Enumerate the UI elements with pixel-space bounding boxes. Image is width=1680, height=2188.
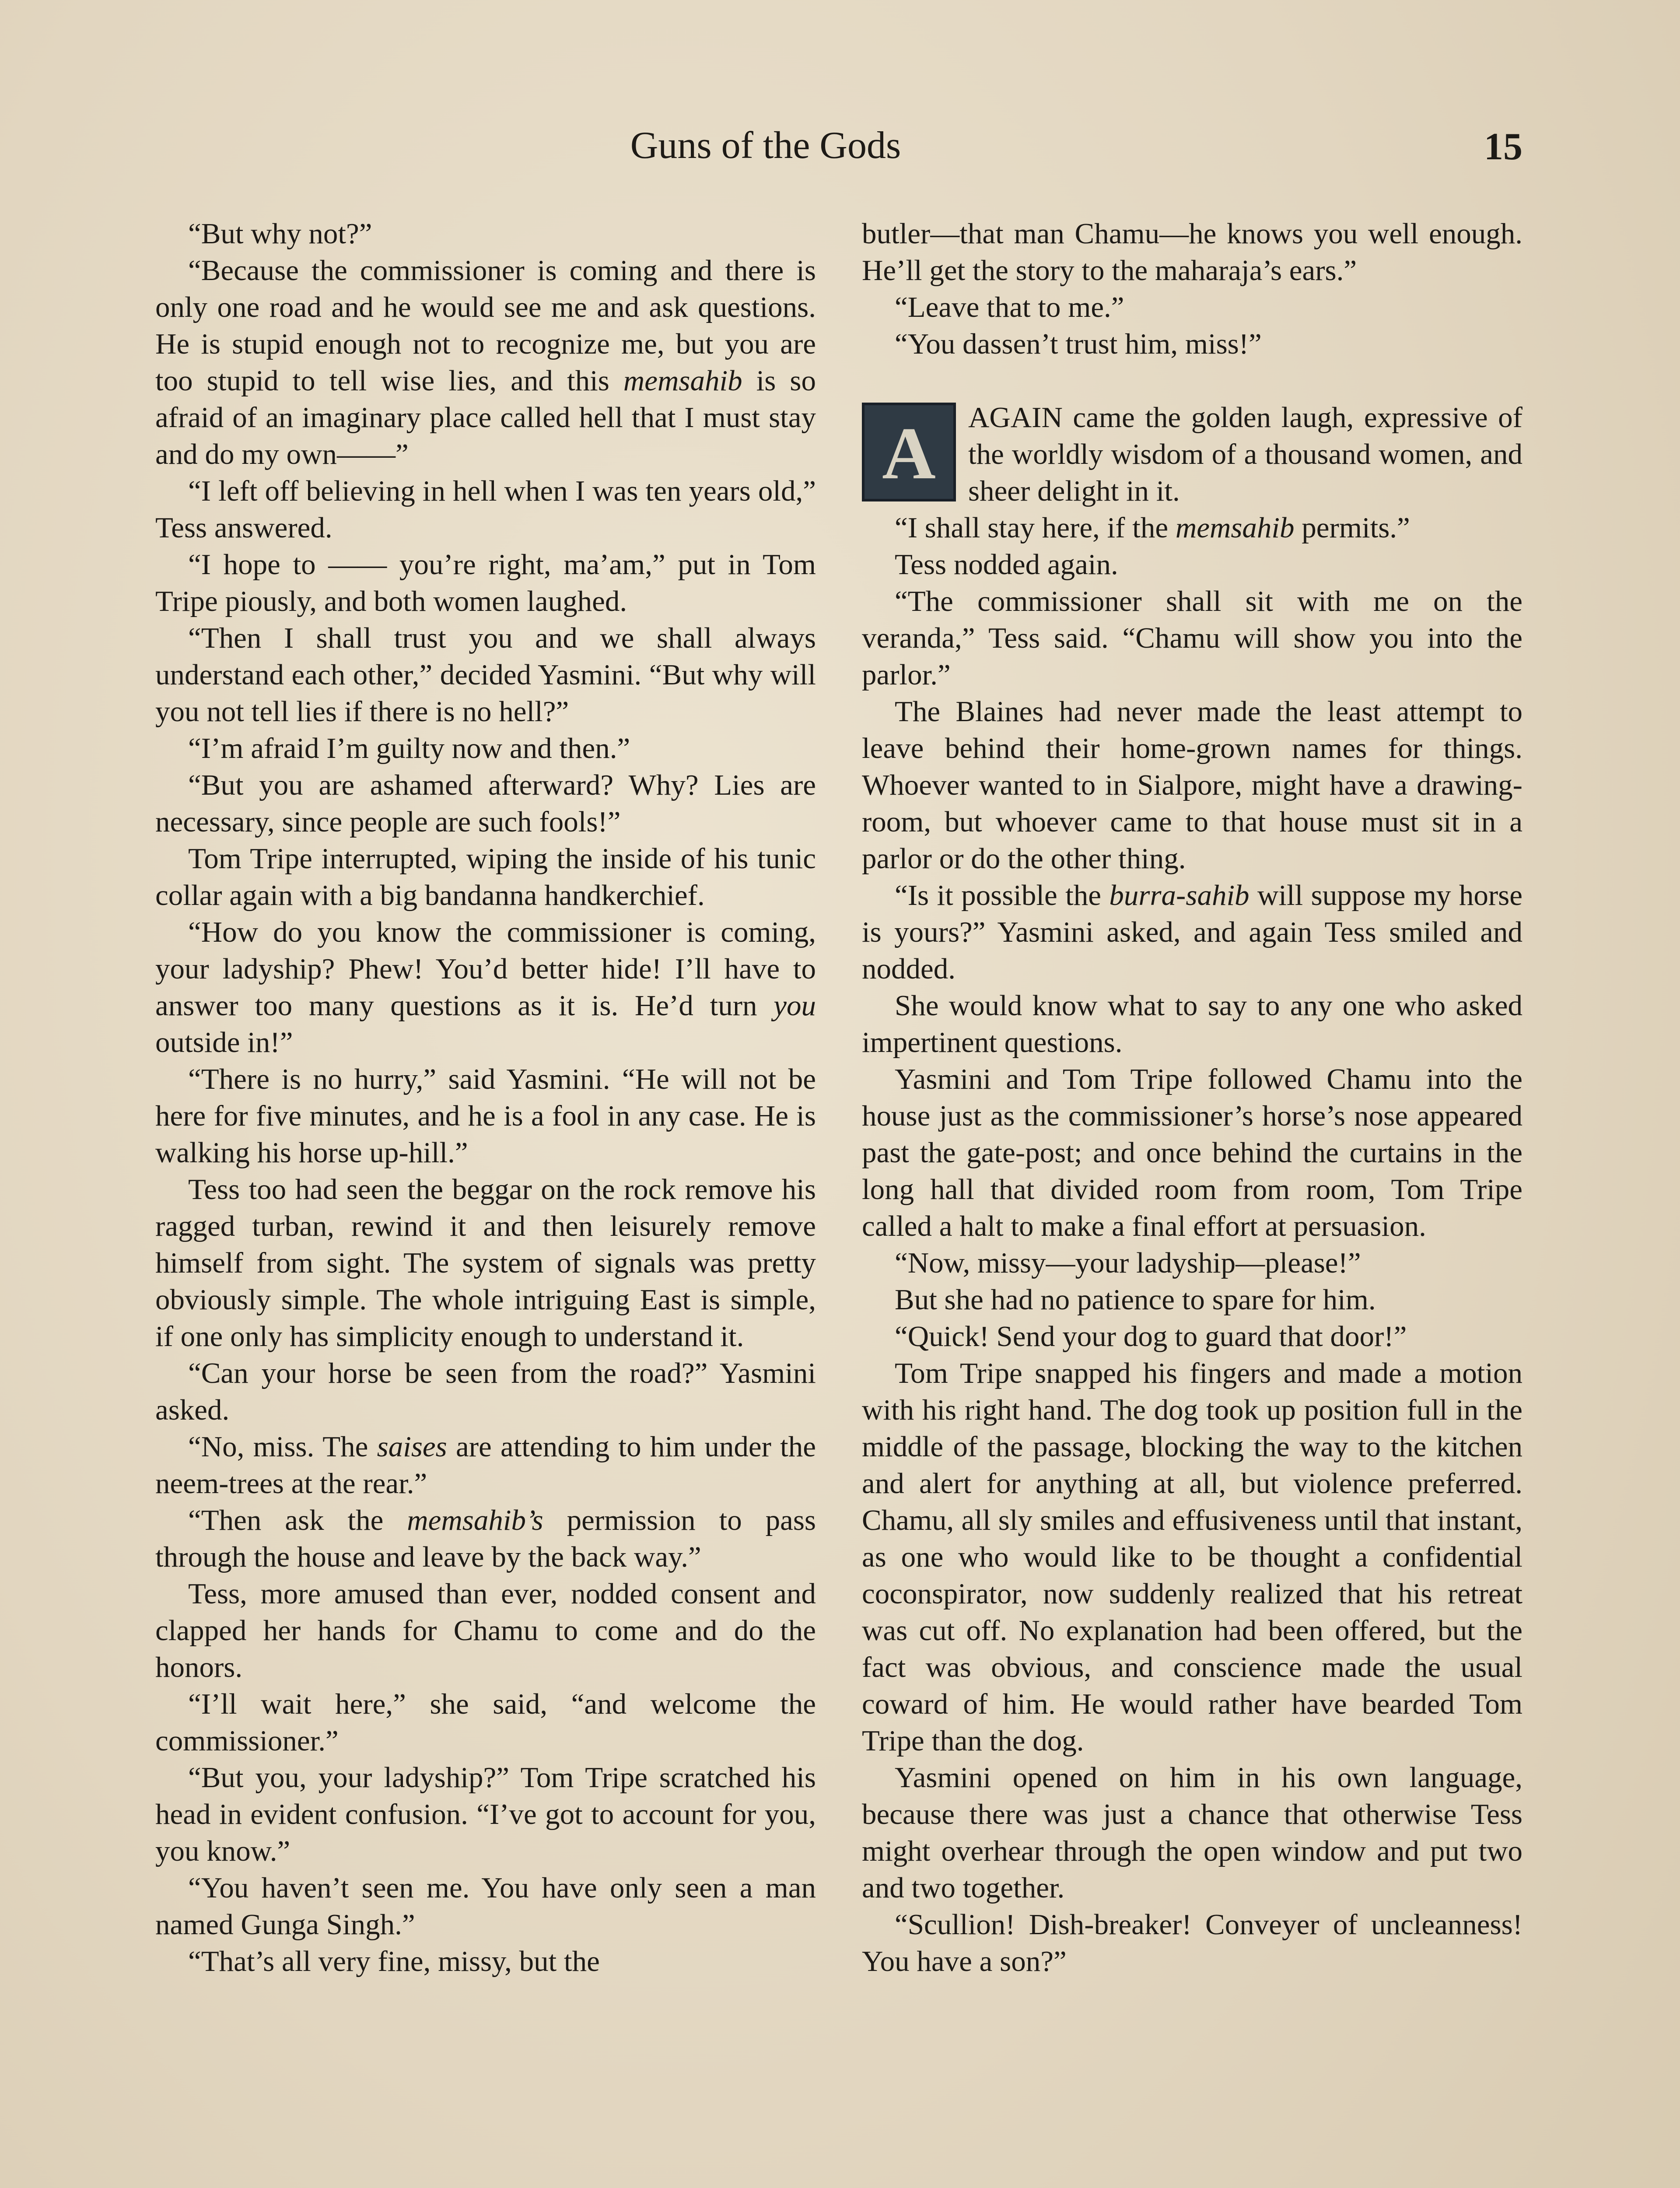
paragraph bbox=[155, 473, 816, 546]
text-run: “Now, missy—your ladyship—please!” bbox=[895, 1247, 1361, 1279]
paragraph bbox=[155, 1428, 816, 1502]
paragraph bbox=[155, 914, 816, 1061]
paragraph bbox=[155, 1759, 816, 1869]
text-run: “Quick! Send your dog to guard that door!” bbox=[895, 1320, 1407, 1353]
paragraph bbox=[155, 1686, 816, 1759]
text-run: “Is it possible the bbox=[895, 879, 1110, 912]
paragraph bbox=[862, 693, 1522, 877]
paragraph bbox=[862, 399, 1522, 509]
text-run: butler—that man Chamu—he knows you well enough. He’ll get the story to the maharaja’s ears.” bbox=[862, 217, 1522, 287]
paragraph bbox=[862, 1355, 1522, 1759]
text-run: “Then ask the bbox=[188, 1504, 407, 1536]
page-number: 15 bbox=[1484, 126, 1522, 168]
drop-cap-letter: A bbox=[882, 412, 936, 494]
running-title: Guns of the Gods bbox=[630, 124, 901, 167]
paragraph bbox=[155, 730, 816, 767]
text-run: “I’ll wait here,” she said, “and welcome the commissioner.” bbox=[155, 1688, 816, 1757]
text-run: “But you, your ladyship?” Tom Tripe scratched his head in evident confusion. “I’ve got to account for you, you know.” bbox=[155, 1761, 816, 1867]
text-run: will suppose my horse is yours?” Yasmini asked, and again Tess smiled and nodded. bbox=[862, 879, 1522, 985]
text-run: “That’s all very fine, missy, but the bbox=[188, 1945, 600, 1978]
text-run: “Because the commissioner is coming and there is only one road and he would see me and ask questions. He is stupid enough not to recognize me, but you are too stupid to tell wise lies, and this bbox=[155, 254, 816, 397]
text-run: “Then I shall trust you and we shall always understand each other,” decided Yasmini. “But why will you not tell lies if there is no hell?” bbox=[155, 622, 816, 728]
text-run: “Can your horse be seen from the road?” Yasmini asked. bbox=[155, 1357, 816, 1426]
right-column bbox=[862, 215, 1522, 1980]
paragraph bbox=[155, 1869, 816, 1943]
text-run: “But why not?” bbox=[188, 217, 372, 250]
paragraph bbox=[155, 215, 816, 252]
text-run: “You dassen’t trust him, miss!” bbox=[895, 328, 1262, 360]
text-run: outside in!” bbox=[155, 1026, 293, 1059]
text-run: Tess, more amused than ever, nodded consent and clapped her hands for Chamu to come and do the honors. bbox=[155, 1578, 816, 1683]
text-run: is so afraid of an imaginary place called hell that I must stay and do my own——” bbox=[155, 365, 816, 470]
italic-text: saises bbox=[377, 1431, 447, 1463]
paragraph bbox=[155, 1502, 816, 1575]
paragraph bbox=[155, 1575, 816, 1686]
paragraph bbox=[862, 1281, 1522, 1318]
paragraph bbox=[862, 1759, 1522, 1906]
paragraph bbox=[862, 546, 1522, 583]
text-run: Yasmini and Tom Tripe followed Chamu into the house just as the commissioner’s horse’s nose appeared past the gate-post; and once behind the curtains in the long hall that divided room from room, Tom Tripe called a halt to make a final effort at persuasion. bbox=[862, 1063, 1522, 1242]
text-run: “You haven’t seen me. You have only seen a man named Gunga Singh.” bbox=[155, 1872, 816, 1941]
paragraph bbox=[155, 252, 816, 473]
paragraph bbox=[862, 1906, 1522, 1980]
paragraph bbox=[862, 289, 1522, 326]
italic-text: you bbox=[774, 989, 816, 1022]
italic-text: memsahib bbox=[1175, 512, 1295, 544]
left-column bbox=[155, 215, 816, 1980]
drop-cap-ornament bbox=[862, 403, 956, 501]
paragraph bbox=[155, 1943, 816, 1980]
text-run: “But you are ashamed afterward? Why? Lies are necessary, since people are such fools!” bbox=[155, 769, 816, 838]
text-run: But she had no patience to spare for him. bbox=[895, 1283, 1376, 1316]
text-run: Yasmini opened on him in his own language, because there was just a chance that otherwise Tess might overhear through the open window and put two and two together. bbox=[862, 1761, 1522, 1904]
text-run: “I hope to —— you’re right, ma’am,” put in Tom Tripe piously, and both women laughed. bbox=[155, 548, 816, 617]
text-run: Tess too had seen the beggar on the rock remove his ragged turban, rewind it and then leisurely remove himself from sight. The system of signals was pretty obviously simple. The whole intriguing East is simple, if one only has simplicity enough to understand it. bbox=[155, 1173, 816, 1353]
text-run: are attending to him under the neem-trees at the rear.” bbox=[155, 1431, 816, 1500]
text-run: Tom Tripe interrupted, wiping the inside of his tunic collar again with a big bandanna handkerchief. bbox=[155, 842, 816, 912]
text-run: “I shall stay here, if the bbox=[895, 512, 1176, 544]
text-run: permits.” bbox=[1294, 512, 1410, 544]
text-run: Tess nodded again. bbox=[895, 548, 1118, 581]
paragraph bbox=[862, 326, 1522, 362]
paragraph bbox=[862, 877, 1522, 987]
paragraph bbox=[862, 1245, 1522, 1281]
text-run: AGAIN came the golden laugh, expressive of the worldly wisdom of a thousand women, and sheer delight in it. bbox=[968, 401, 1522, 507]
italic-text: memsahib bbox=[623, 365, 742, 397]
text-run: “The commissioner shall sit with me on the veranda,” Tess said. “Chamu will show you into the parlor.” bbox=[862, 585, 1522, 691]
text-run: “How do you know the commissioner is coming, your ladyship? Phew! You’d better hide! I’ll have to answer too many questions as it is. He’d turn bbox=[155, 916, 816, 1022]
text-run: “There is no hurry,” said Yasmini. “He will not be here for five minutes, and he is a fool in any case. He is walking his horse up-hill.” bbox=[155, 1063, 816, 1169]
text-run: Tom Tripe snapped his fingers and made a motion with his right hand. The dog took up position full in the middle of the passage, blocking the way to the kitchen and alert for anything at all, but violence preferred. Chamu, all sly smiles and effusiveness until that instant, as one who would like to be thought a confidential coconspirator, now suddenly realized that his retreat was cut off. No explanation had been offered, but the fact was obvious, and conscience made the usual coward of him. He would rather have bearded Tom Tripe than the dog. bbox=[862, 1357, 1522, 1757]
paragraph bbox=[155, 767, 816, 840]
paragraph bbox=[155, 1171, 816, 1355]
italic-text: memsahib’s bbox=[407, 1504, 543, 1536]
paragraph bbox=[862, 583, 1522, 693]
paragraph bbox=[155, 840, 816, 914]
text-run: The Blaines had never made the least attempt to leave behind their home-grown names for things. Whoever wanted to in Sialpore, might have a drawing-room, but whoever came to that house must sit in a parlor or do the other thing. bbox=[862, 695, 1522, 875]
paragraph bbox=[155, 1355, 816, 1428]
text-run: “Scullion! Dish-breaker! Conveyer of uncleanness! You have a son?” bbox=[862, 1908, 1522, 1978]
paragraph bbox=[862, 987, 1522, 1061]
italic-text: burra-sahib bbox=[1109, 879, 1250, 912]
text-run: “Leave that to me.” bbox=[895, 291, 1124, 323]
text-run: She would know what to say to any one who asked impertinent questions. bbox=[862, 989, 1522, 1059]
paragraph bbox=[862, 509, 1522, 546]
text-run: “I’m afraid I’m guilty now and then.” bbox=[188, 732, 630, 764]
text-run: “No, miss. The bbox=[188, 1431, 377, 1463]
paragraph bbox=[862, 215, 1522, 289]
paragraph bbox=[155, 546, 816, 620]
paragraph bbox=[155, 1061, 816, 1171]
paragraph bbox=[862, 1061, 1522, 1245]
paragraph bbox=[862, 1318, 1522, 1355]
text-run: “I left off believing in hell when I was ten years old,” Tess answered. bbox=[155, 475, 816, 544]
text-run: permission to pass through the house and leave by the back way.” bbox=[155, 1504, 816, 1573]
paragraph bbox=[155, 620, 816, 730]
